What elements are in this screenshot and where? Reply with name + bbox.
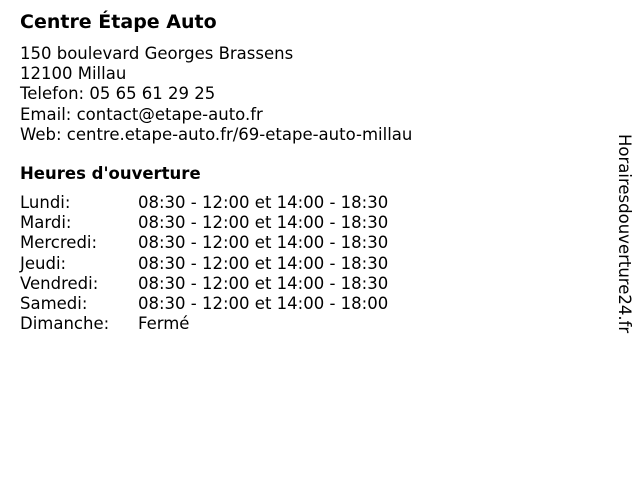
hours-time: 08:30 - 12:00 et 14:00 - 18:30	[138, 193, 389, 213]
contact-block	[20, 44, 600, 145]
hours-row-saturday	[20, 294, 600, 314]
opening-hours-heading: Heures d'ouverture	[20, 164, 201, 184]
hours-row-sunday	[20, 314, 600, 334]
hours-row-wednesday	[20, 233, 600, 253]
hours-time: 08:30 - 12:00 et 14:00 - 18:30	[138, 213, 389, 233]
site-watermark: Horairesdouverture24.fr	[615, 134, 634, 334]
hours-day: Lundi:	[20, 193, 71, 213]
hours-day: Vendredi:	[20, 273, 99, 293]
hours-day: Jeudi:	[20, 253, 67, 273]
address-city: 12100 Millau	[20, 64, 127, 84]
address-street: 150 boulevard Georges Brassens	[20, 44, 294, 63]
web-line: Web: centre.etape-auto.fr/69-etape-auto-millau	[20, 124, 413, 144]
hours-time: 08:30 - 12:00 et 14:00 - 18:30	[138, 273, 389, 293]
phone-line: Telefon: 05 65 61 29 25	[20, 84, 216, 104]
hours-row-thursday	[20, 254, 600, 274]
business-name: Centre Étape Auto	[20, 11, 217, 33]
hours-row-monday	[20, 193, 600, 213]
hours-time: Fermé	[138, 314, 190, 334]
hours-time: 08:30 - 12:00 et 14:00 - 18:30	[138, 233, 389, 253]
hours-time: 08:30 - 12:00 et 14:00 - 18:00	[138, 294, 389, 314]
hours-row-tuesday	[20, 213, 600, 233]
hours-day: Dimanche:	[20, 314, 110, 334]
business-card	[20, 8, 600, 334]
hours-day: Mercredi:	[20, 233, 98, 253]
hours-row-friday	[20, 274, 600, 294]
hours-day: Samedi:	[20, 294, 88, 314]
email-line: Email: contact@etape-auto.fr	[20, 104, 263, 124]
hours-day: Mardi:	[20, 213, 72, 233]
opening-hours-list	[20, 193, 600, 334]
hours-time: 08:30 - 12:00 et 14:00 - 18:30	[138, 253, 389, 273]
